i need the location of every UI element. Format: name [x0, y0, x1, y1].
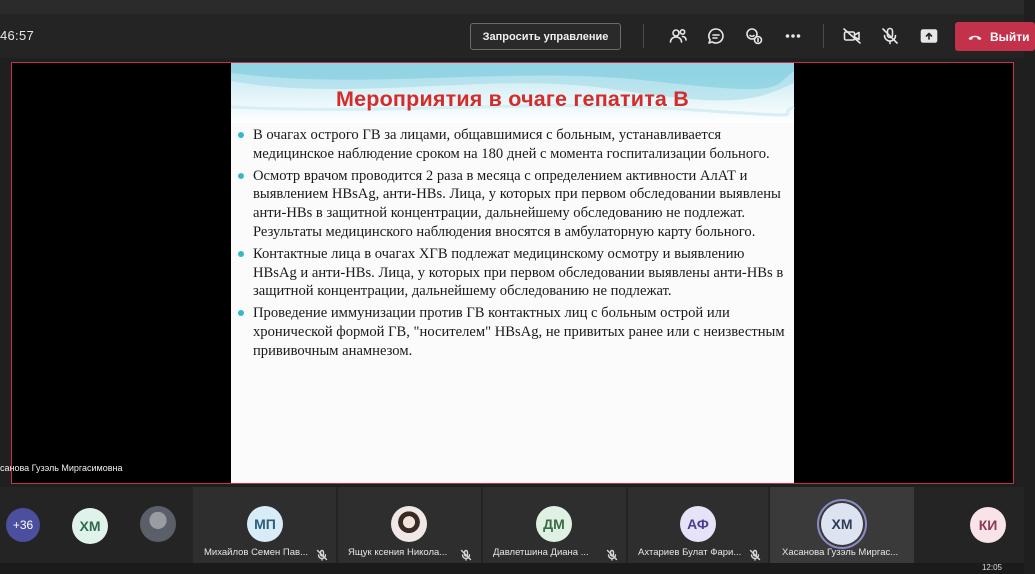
- participant-name: Ахтариев Булат Фари...: [638, 547, 742, 558]
- leave-button[interactable]: [955, 22, 1035, 51]
- participant-tile[interactable]: [193, 487, 336, 563]
- meeting-timer: 46:57: [0, 28, 35, 43]
- overflow-tile[interactable]: [0, 487, 50, 563]
- mic-off-icon: [606, 548, 618, 560]
- participant-name: Давлетшина Диана ...: [493, 547, 589, 558]
- mic-off-icon[interactable]: [878, 24, 902, 48]
- slide-bullet: Проведение иммунизации против ГВ контактных лиц с больным острой или хронической формой ГВ, "носителем" HBsAg, не привитых ранее или с неизвестным прививочным анамнезом.: [237, 304, 789, 360]
- os-taskbar: [0, 563, 1024, 574]
- toolbar-divider: [823, 24, 824, 48]
- mic-off-icon: [460, 548, 472, 560]
- avatar-photo: [391, 506, 427, 542]
- avatar: ХМ: [821, 503, 863, 545]
- shared-screen: [11, 62, 1014, 484]
- participant-tile[interactable]: [950, 487, 1024, 563]
- participant-tile-active[interactable]: [770, 487, 914, 563]
- mic-off-icon: [316, 548, 328, 560]
- taskbar-clock: 12:05: [981, 563, 1002, 572]
- phone-icon: [967, 29, 983, 45]
- leave-label: Выйти: [990, 29, 1030, 44]
- participant-tile[interactable]: [628, 487, 768, 563]
- meeting-toolbar: [0, 14, 1030, 58]
- presenter-name: санова Гузэль Миргасимовна: [0, 463, 123, 473]
- avatar: ДМ: [536, 506, 572, 542]
- participant-tile[interactable]: [52, 487, 130, 563]
- presentation-slide: [231, 63, 794, 483]
- participants-icon[interactable]: [666, 24, 690, 48]
- avatar-photo: [140, 506, 176, 542]
- slide-bullet-list: [237, 126, 789, 364]
- slide-bullet: В очагах острого ГВ за лицами, общавшимися с больным, устанавливается медицинское наблюдение сроком на 180 дней с момента госпитализации больного.: [237, 126, 789, 164]
- participant-tile[interactable]: [338, 487, 481, 563]
- participant-tile[interactable]: [122, 487, 192, 563]
- slide-bullet: Осмотр врачом проводится 2 раза в месяца с определением активности АлАТ и выявлением HBsAg, анти-HBs. Лица, у которых при первом обследовании выявлены анти-HBs в защитной концентрации, дальнейшему обследованию не подлежат. Результаты медицинского наблюдения вносятся в амбулаторную карту больного.: [237, 167, 789, 242]
- avatar: АФ: [680, 506, 716, 542]
- participant-name: Хасанова Гузэль Миргас...: [782, 547, 899, 558]
- avatar: КИ: [970, 507, 1006, 543]
- mic-off-icon: [749, 548, 761, 560]
- camera-off-icon[interactable]: [840, 24, 864, 48]
- title-strip: [0, 0, 1024, 14]
- chat-icon[interactable]: [704, 24, 728, 48]
- more-icon[interactable]: [781, 24, 805, 48]
- avatar: МП: [247, 506, 283, 542]
- participant-name: Михайлов Семен Пав...: [204, 547, 308, 558]
- participant-name: Ящук ксения Никола...: [348, 547, 448, 558]
- overflow-count[interactable]: +36: [6, 508, 40, 542]
- toolbar-divider: [643, 24, 644, 48]
- reactions-icon[interactable]: [742, 24, 766, 48]
- avatar: ХМ: [72, 508, 108, 544]
- slide-bullet: Контактные лица в очагах ХГВ подлежат медицинскому осмотру и выявлению HBsAg и анти-HBs. Лица, у которых при первом обследовании выявлены анти-HBs в защитной концентрации, дальнейшему обследованию не подлежат.: [237, 245, 789, 301]
- participant-tile[interactable]: [483, 487, 626, 563]
- request-control-button[interactable]: Запросить управление: [470, 23, 621, 50]
- participant-gallery: [0, 487, 1024, 563]
- slide-title: Мероприятия в очаге гепатита В: [336, 87, 689, 111]
- share-icon[interactable]: [917, 24, 941, 48]
